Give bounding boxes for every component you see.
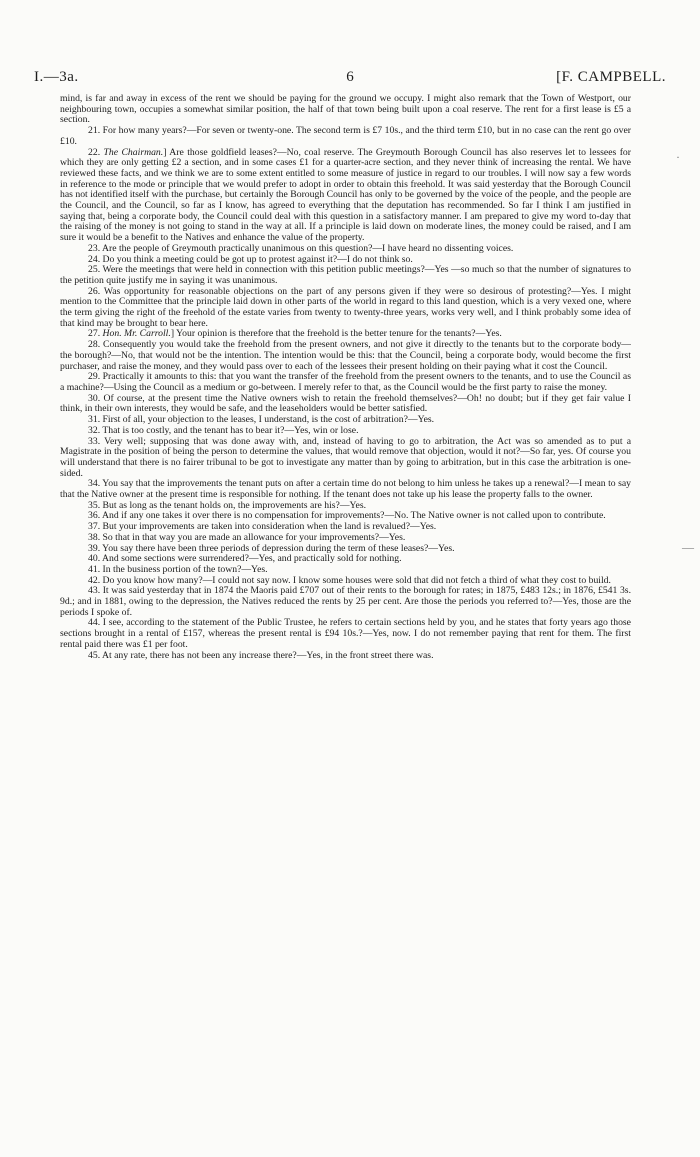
paragraph: 40. And some sections were surrendered?—Yes, and practically sold for nothing. (88, 553, 402, 565)
paragraph-text: ] Your opinion is therefore that the freehold is the better tenure for the tenants?—Yes. (170, 328, 502, 340)
document-body (60, 94, 631, 661)
page-number: 6 (346, 69, 354, 85)
paragraph: 36. And if any one takes it over there is no compensation for improvements?—No. The Native owner is not called upon to contribute. (88, 510, 606, 522)
paragraph: 45. At any rate, there has not been any increase there?—Yes, in the front street there was. (88, 649, 434, 661)
speaker: Hon. Mr. Carroll. (102, 328, 171, 340)
paragraph: 32. That is too costly, and the tenant has to bear it?—Yes, win or lose. (88, 424, 359, 436)
paragraph-text: ] Are those goldfield leases?—No, coal reserve. The Greymouth Borough Council has also reserves let to lessees for which they are only getting £2 a section, and in some cases £1 for a quarter-acre section, and they never think of increasing the rental. We have reviewed these facts, and we think we are to some extent entitled to some measure of justice in regard to our troubles. I will now say a few words in reference to the mode or principle that we would prefer to adopt in order to obtain this freehold. It was said yesterday that the Borough Council has not identified itself with the purchase, but certainly the Borough Council has only to be governed by the voice of the people, and the people are the Council, and the Council, so far as I know, has agreed to everything that the deputation has recommended. So far I think I am justified in saying that, being a corporate body, the Council could deal with this question in a satisfactory manner. I am prepared to give my word to-day that the raising of the money is not going to stand in the way at all. If a principle is laid down on moderate lines, the money could be raised, and I am sure it would be a benefit to the Natives and enhance the value of the property. (60, 146, 632, 244)
question-number: 22. (88, 146, 101, 158)
paragraph: 25. Were the meetings that were held in connection with this petition public meetings?—Yes —so much so that the number of signatures to the petition quite justify me in saying it was unanimous. (60, 264, 631, 286)
paragraph: 37. But your improvements are taken into consideration when the land is revalued?—Yes. (88, 521, 437, 533)
paragraph: 43. It was said yesterday that in 1874 the Maoris paid £707 out of their rents to the borough for rates; in 1875, £483 12s.; in 1876, £541 3s. 9d.; and in 1881, owing to the depression, the Natives reduced the rents by 25 per cent. Are those the periods you referred to?—Yes, those are the periods I spoke of. (60, 585, 631, 618)
paragraph: 29. Practically it amounts to this: that you want the transfer of the freehold from the present owners to the tenants, and to use the Council as a machine?—Using the Council as a medium or go-between. I merely refer to that, as the Council would be the first party to raise the money. (60, 371, 631, 393)
question-number: 27. (88, 328, 101, 340)
witness-name: [F. CAMPBELL. (556, 69, 666, 85)
paragraph: 39. You say there have been three periods of depression during the term of these leases?—Yes. (88, 542, 455, 554)
paragraph: 28. Consequently you would take the freehold from the present owners, and not give it directly to the tenants but to the corporate body—the borough?—No, that would not be the intention. The intention would be this: that the Council, being a corporate body, would become the first purchaser, and raise the money, and they would pass over to each of the lessees their present holding on their paying what it cost the Council. (60, 339, 631, 372)
speaker: The Chairman. (103, 146, 164, 158)
document-reference: I.—3a. (34, 69, 79, 85)
paragraph: 34. You say that the improvements the tenant puts on after a certain time do not belong to him unless he takes up a renewal?—I mean to say that the Native owner at the present time is responsible for nothing. If the tenant does not take up his lease the property falls to the owner. (60, 478, 631, 501)
paragraph: 23. Are the people of Greymouth practically unanimous on this question?—I have heard no dissenting voices. (88, 242, 514, 254)
paragraph: 26. Was opportunity for reasonable objections on the part of any persons given if they were so desirous of protesting?—Yes. I might mention to the Committee that the principle laid down in other parts of the world in regard to this land question, which is a very vexed one, where the term giving the right of the freehold of the estate varies from twenty to twenty-three years, works very well, and I think probably some idea of that kind may be brought to bear here. (60, 285, 631, 329)
paragraph: 31. First of all, your objection to the leases, I understand, is the cost of arbitration?—Yes. (88, 414, 435, 426)
paragraph: mind, is far and away in excess of the rent we should be paying for the ground we occupy. I might also remark that the Town of Westport, our neighbouring town, occupies a somewhat similar position, the half of that town being built upon a coal reserve. The rent for a first lease is £5 a section. (60, 93, 631, 126)
paragraph: 33. Very well; supposing that was done away with, and, instead of having to go to arbitration, the Act was so amended as to put a Magistrate in the position of being the person to determine the values, that would remove that objection, would it not?—So far, yes. Of course you will understand that there is no fairer tribunal to be got to investigate any matter than by going to arbitration, but in this case the arbitration is one-sided. (60, 435, 631, 479)
paragraph (60, 148, 631, 244)
paragraph: 44. I see, according to the statement of the Public Trustee, he refers to certain sections held by you, and he states that forty years ago those sections brought in a rental of £157, whereas the present rental is £94 10s.?—Yes, now. I do not remember paying that rent for them. The first rental paid there was £1 per foot. (60, 617, 631, 650)
paragraph: 38. So that in that way you are made an allowance for your improvements?—Yes. (88, 531, 406, 543)
paragraph: 42. Do you know how many?—I could not say now. I know some houses were sold that did not fetch a third of what they cost to build. (88, 574, 611, 586)
paragraph: 35. But as long as the tenant holds on, the improvements are his?—Yes. (88, 499, 367, 511)
paragraph: 41. In the business portion of the town?—Yes. (88, 563, 268, 575)
page-header (34, 66, 666, 88)
margin-mark: · (676, 150, 680, 164)
paragraph: 30. Of course, at the present time the Native owners wish to retain the freehold themselves?—Oh! no doubt; but if they get fair value I think, in their own interests, they would be safe, and the leaseholders would be better satisfied. (60, 392, 631, 415)
paragraph: 24. Do you think a meeting could be got up to protest against it?—I do not think so. (88, 253, 413, 265)
paragraph: 21. For how many years?—For seven or twenty-one. The second term is £7 10s., and the third term £10, but in no case can the rent go over £10. (60, 125, 631, 147)
margin-mark: — (682, 540, 694, 554)
